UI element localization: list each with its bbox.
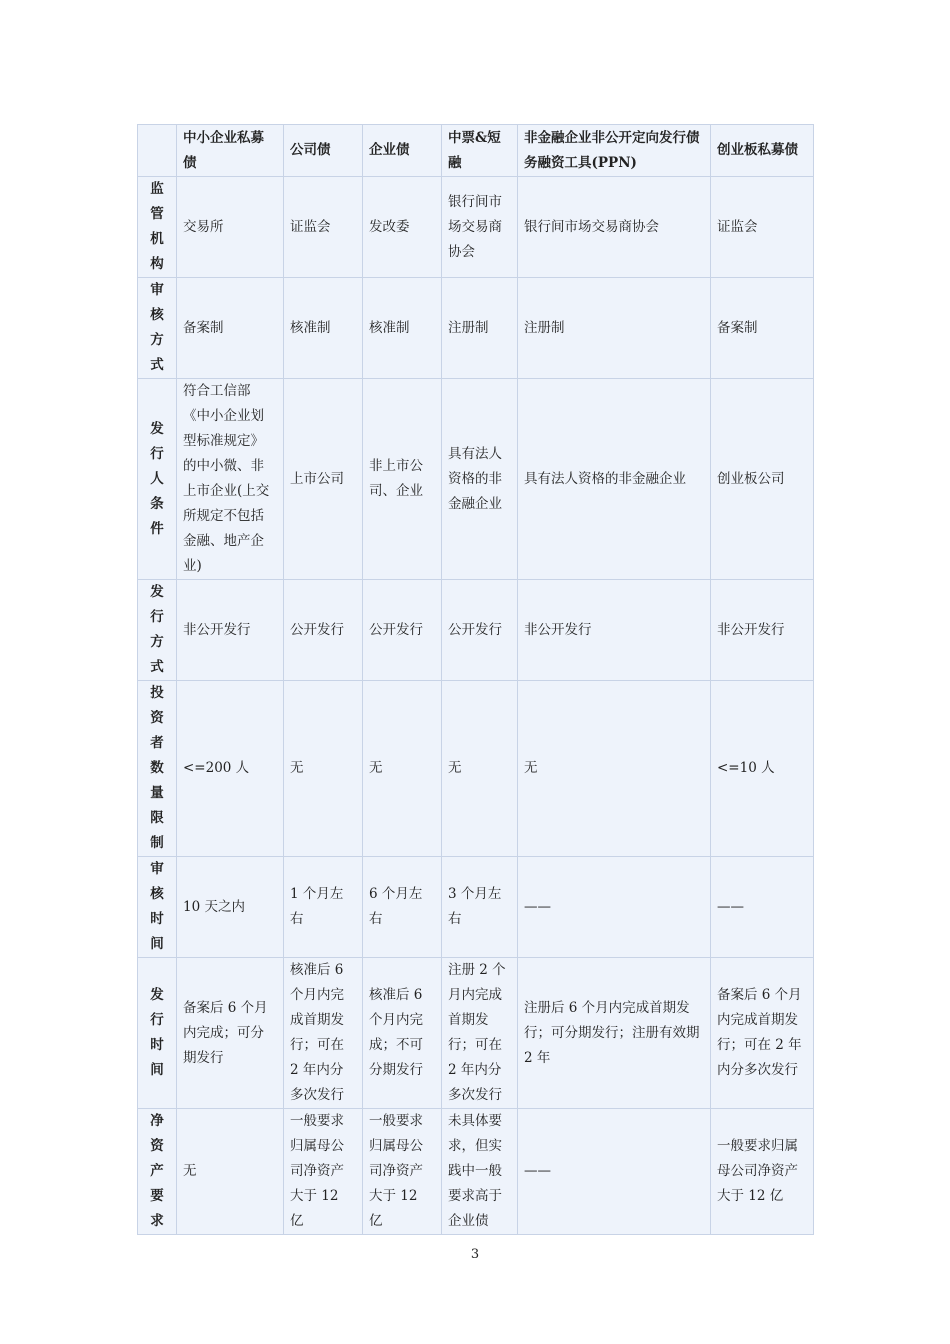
table-cell: 注册后 6 个月内完成首期发行；可分期发行；注册有效期 2 年 <box>518 958 711 1109</box>
table-cell: 一般要求归属母公司净资产大于 12 亿 <box>711 1109 814 1235</box>
table-cell: 具有法人资格的非金融企业 <box>442 379 518 580</box>
table-cell: 10 天之内 <box>177 857 284 958</box>
table-cell: 无 <box>177 1109 284 1235</box>
row-header-label: 投资者数量限制 <box>150 685 164 851</box>
table-cell: —— <box>518 1109 711 1235</box>
table-cell: 上市公司 <box>284 379 363 580</box>
table-cell: 注册 2 个月内完成首期发行；可在 2 年内分多次发行 <box>442 958 518 1109</box>
table-cell: 非公开发行 <box>711 580 814 681</box>
table-header-row <box>138 125 814 177</box>
table-cell: 公开发行 <box>442 580 518 681</box>
row-header <box>138 379 177 580</box>
table-row <box>138 278 814 379</box>
column-header: 创业板私募债 <box>711 125 814 177</box>
table-cell: 非公开发行 <box>177 580 284 681</box>
row-header-label: 监管机构 <box>150 181 164 272</box>
table-cell: 公开发行 <box>284 580 363 681</box>
table-row <box>138 958 814 1109</box>
row-header <box>138 580 177 681</box>
column-header: 中小企业私募债 <box>177 125 284 177</box>
table-cell: 一般要求归属母公司净资产大于 12 亿 <box>363 1109 442 1235</box>
table-body <box>138 177 814 1235</box>
table-cell: 备案制 <box>711 278 814 379</box>
table-cell: 银行间市场交易商协会 <box>518 177 711 278</box>
row-header <box>138 177 177 278</box>
comparison-table <box>137 124 814 1235</box>
table-cell: 无 <box>442 681 518 857</box>
table-cell: 符合工信部《中小企业划型标准规定》的中小微、非上市企业(上交所规定不包括金融、地产企业) <box>177 379 284 580</box>
table-cell: 未具体要求，但实践中一般要求高于企业债 <box>442 1109 518 1235</box>
table-row <box>138 681 814 857</box>
table-cell: 具有法人资格的非金融企业 <box>518 379 711 580</box>
table-cell: 一般要求归属母公司净资产大于 12 亿 <box>284 1109 363 1235</box>
table-cell: 非上市公司、企业 <box>363 379 442 580</box>
column-header: 企业债 <box>363 125 442 177</box>
table-row <box>138 580 814 681</box>
row-header-label: 发行方式 <box>150 584 164 675</box>
table-cell: —— <box>518 857 711 958</box>
table-cell: 1 个月左右 <box>284 857 363 958</box>
row-header-label: 发行人条件 <box>150 420 164 537</box>
column-header: 公司债 <box>284 125 363 177</box>
table-cell: 交易所 <box>177 177 284 278</box>
row-header-label: 净资产要求 <box>150 1113 164 1229</box>
column-header: 中票&短融 <box>442 125 518 177</box>
table-cell: 注册制 <box>442 278 518 379</box>
table-cell: 核准后 6 个月内完成首期发行；可在 2 年内分多次发行 <box>284 958 363 1109</box>
table-row <box>138 857 814 958</box>
table-cell: 3 个月左右 <box>442 857 518 958</box>
table-cell: <=10 人 <box>711 681 814 857</box>
row-header-label: 审核时间 <box>150 861 164 952</box>
table-row <box>138 177 814 278</box>
corner-cell <box>138 125 177 177</box>
table-cell: 备案后 6 个月内完成；可分期发行 <box>177 958 284 1109</box>
table-cell: 无 <box>284 681 363 857</box>
row-header-label: 发行时间 <box>150 987 164 1078</box>
table-cell: 6 个月左右 <box>363 857 442 958</box>
row-header <box>138 681 177 857</box>
table-cell: 无 <box>363 681 442 857</box>
row-header <box>138 278 177 379</box>
table-cell: 创业板公司 <box>711 379 814 580</box>
table-cell: 非公开发行 <box>518 580 711 681</box>
table-cell: —— <box>711 857 814 958</box>
row-header <box>138 857 177 958</box>
row-header-label: 审核方式 <box>150 282 164 373</box>
page-number: 3 <box>470 1247 480 1262</box>
table-cell: 无 <box>518 681 711 857</box>
table-cell: 注册制 <box>518 278 711 379</box>
table-cell: 发改委 <box>363 177 442 278</box>
table-cell: 公开发行 <box>363 580 442 681</box>
table-row <box>138 1109 814 1235</box>
table-row <box>138 379 814 580</box>
table-cell: 银行间市场交易商协会 <box>442 177 518 278</box>
table-cell: 核准制 <box>363 278 442 379</box>
table-cell: 备案制 <box>177 278 284 379</box>
row-header <box>138 958 177 1109</box>
table-cell: 证监会 <box>284 177 363 278</box>
column-header: 非金融企业非公开定向发行债务融资工具(PPN) <box>518 125 711 177</box>
table-cell: 核准制 <box>284 278 363 379</box>
row-header <box>138 1109 177 1235</box>
table-cell: <=200 人 <box>177 681 284 857</box>
table-cell: 备案后 6 个月内完成首期发行；可在 2 年内分多次发行 <box>711 958 814 1109</box>
table-cell: 核准后 6 个月内完成；不可分期发行 <box>363 958 442 1109</box>
table-cell: 证监会 <box>711 177 814 278</box>
